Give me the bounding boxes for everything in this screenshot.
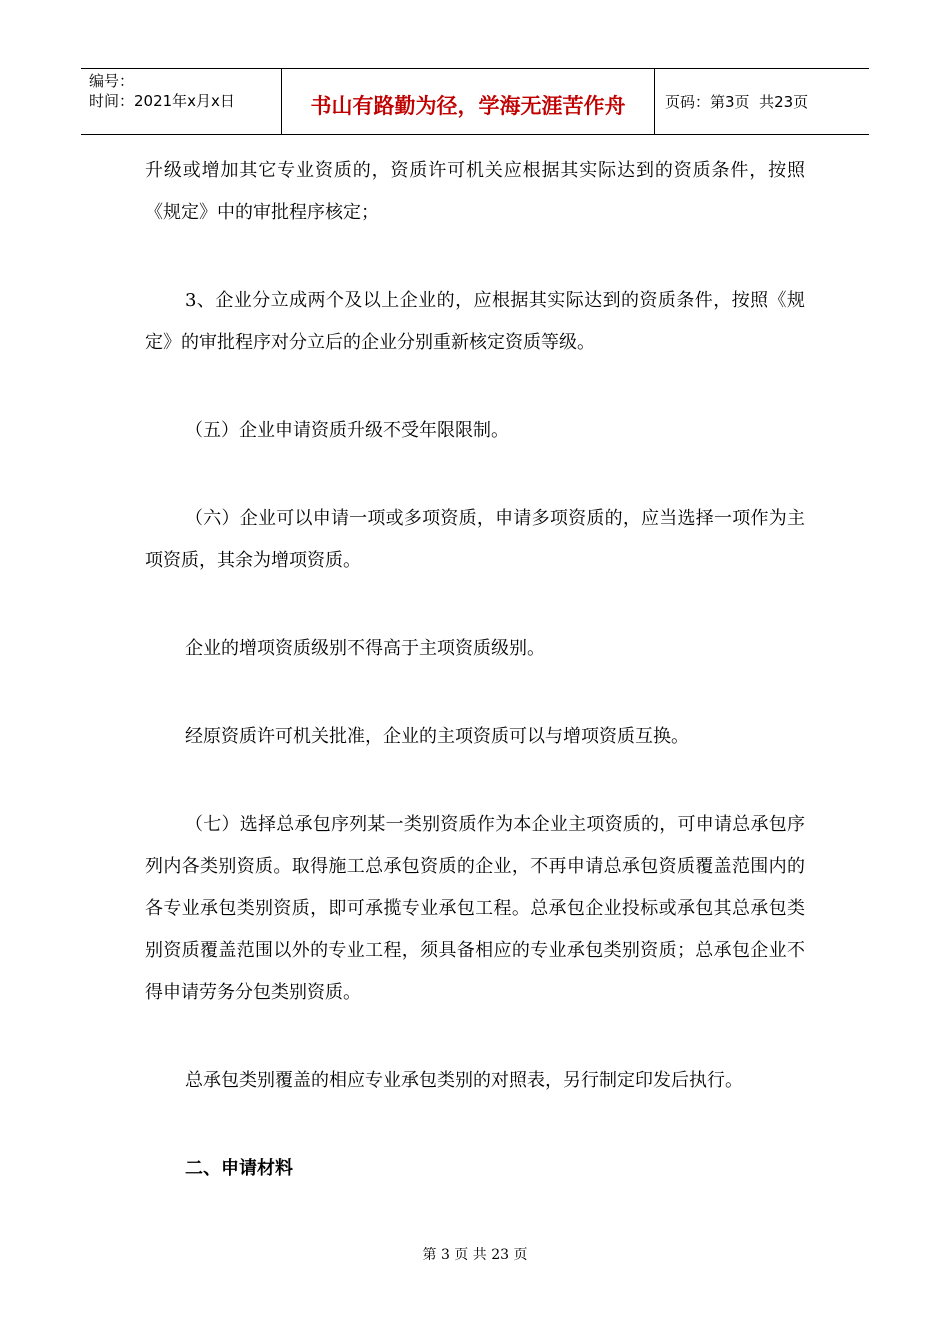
- page-footer: 第 3 页 共 23 页: [422, 1247, 528, 1263]
- header-motto: 书山有路勤为径，学海无涯苦作舟: [281, 69, 655, 134]
- header-meta-cell: [81, 69, 281, 134]
- document-time-label: 时间：2021年x月x日: [89, 92, 235, 110]
- paragraph-item-3: 3、企业分立成两个及以上企业的，应根据其实际达到的资质条件，按照《规定》的审批程序对分立后的企业分别重新核定资质等级。: [145, 290, 805, 353]
- paragraph-comparison-table: 总承包类别覆盖的相应专业承包类别的对照表，另行制定印发后执行。: [185, 1070, 743, 1091]
- paragraph-exchange: 经原资质许可机关批准，企业的主项资质可以与增项资质互换。: [185, 726, 689, 747]
- paragraph-item-7: （七）选择总承包序列某一类别资质作为本企业主项资质的，可申请总承包序列内各类别资质。取得施工总承包资质的企业，不再申请总承包资质覆盖范围内的各专业承包类别资质，即可承揽专业承包工程。总承包企业投标或承包其总承包类别资质覆盖范围以外的专业工程，须具备相应的专业承包类别资质；总承包企业不得申请劳务分包类别资质。: [145, 814, 805, 1003]
- section-heading: 二、申请材料: [185, 1158, 293, 1179]
- document-body: [145, 150, 805, 1190]
- paragraph-continuation: 升级或增加其它专业资质的，资质许可机关应根据其实际达到的资质条件，按照《规定》中的审批程序核定；: [145, 160, 805, 223]
- header-table: [81, 68, 869, 135]
- document-number-label: 编号：: [89, 72, 135, 90]
- paragraph-item-5: （五）企业申请资质升级不受年限限制。: [185, 420, 509, 441]
- header-page-info-cell: [655, 69, 869, 134]
- header-page-info: 页码：第3页 共23页: [665, 93, 809, 111]
- paragraph-item-6: （六）企业可以申请一项或多项资质，申请多项资质的，应当选择一项作为主项资质，其余为增项资质。: [145, 508, 805, 571]
- paragraph-additional-level: 企业的增项资质级别不得高于主项资质级别。: [185, 638, 545, 659]
